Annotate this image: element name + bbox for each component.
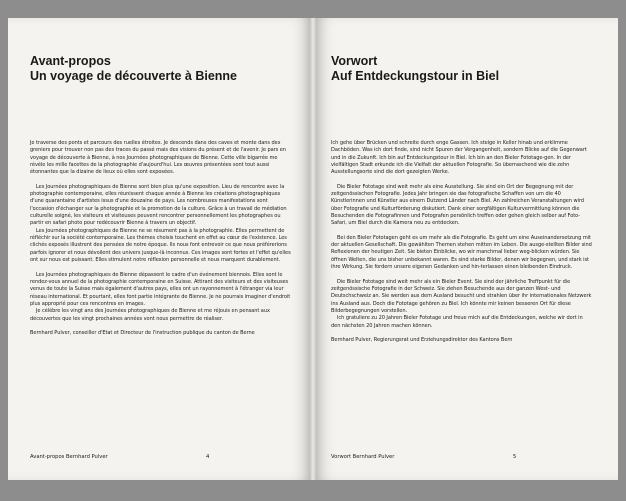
paragraph: Die Bieler Fototage sind weit mehr als ein Bieler Event. Sie sind der jährliche Treffpunkt für die zeitgenössische Fotografie in der Schweiz. Sie ziehen Besuchende aus der ganzen West- und Deutschschweiz an. Sie werden aus dem Ausland besucht und strahlen über ihr internationales Netzwerk ins Ausland aus. Doch die Fototage gehören zu Biel. Ich könnte mir keinen besseren Ort für diese Bilderbegegnungen vorstellen.	[331, 278, 592, 314]
signature: Bernhard Pulver, conseiller d'Etat et Directeur de l'instruction publique du canton de Berne	[30, 329, 255, 336]
paragraph: Bei den Bieler Fototagen geht es um mehr als die Fotografie. Es geht um eine Auseinandersetzung mit der aktuellen Gesellschaft. Die gewählten Themen stehen mitten im Leben. Die ausge-stellten Bilder sind Reflexionen der heutigen Zeit. Sie bieten Einblicke, wo wir manchmal lieber weg-blicken würden. Sie öffnen Welten, die uns bisher unbekannt waren. Es sind starke Bilder, denen wir begegnen, und stark ist ihre Wirkung. Sie fordern unsere eigenen Gedanken und hin-terlassen einen bleibenden Eindruck.	[331, 234, 592, 271]
body-text	[30, 140, 292, 337]
open-book	[8, 18, 618, 480]
paragraph: Die Bieler Fototage sind weit mehr als eine Ausstellung. Sie sind ein Ort der Begegnung mit der zeitgenössischen Fotografie. Jedes Jahr bringen sie das fotografische Schaffen von um die 40 Künstlerinnen und Künstler aus einem Dutzend Länder nach Biel. An zahlreichen Veranstaltungen wird über Fotografie und Kulturförderung diskutiert. Dank einer sorgfältigen Kulturvermittlung können die Besuchenden die Fotografinnen und Fotografen persönlich treffen oder gehen gleich selber auf Foto-Safari, um Biel durch die Kamera neu zu entdecken.	[331, 183, 584, 227]
page-number: 4	[206, 454, 210, 460]
title-line-1: Avant-propos	[30, 54, 111, 68]
page-title	[30, 54, 300, 84]
book-spine	[310, 18, 316, 480]
signature: Bernhard Pulver, Regierungsrat und Erziehungsdirektor des Kantons Bern	[331, 336, 513, 343]
page-number: 5	[513, 454, 517, 460]
paragraph: Les Journées photographiques de Bienne ne se résument pas à la photographie. Elles permettent de réfléchir sur la société contemporaine. Les thèmes choisis touchent en effet au cœur de l'existence. Les clichés exposés illustrent des pensées de notre époque. Ils nous font entrevoir ce que nous préférerions parfois ignorer et nous dévoilent des univers jusque-là inconnus. Ces images sont fortes et l'effet qu'elles ont sur nous est puissant. Elles stimulent notre réflexion personnelle et nous marquent durablement.	[30, 227, 291, 264]
right-page	[313, 18, 618, 480]
body-text	[331, 140, 593, 344]
paragraph: Les Journées photographiques de Bienne dépassent le cadre d'un événement biennois. Elles sont le rendez-vous annuel de la photographie contemporaine en Suisse. Attirant des visiteurs et des visiteuses venus de toute la Suisse mais également d'autres pays, elles ont un rayonnement à l'étranger via leur réseau international. Et pourtant, elles font partie intégrante de Bienne. Je ne pourrais imaginer d'endroit plus approprié pour ces rencontres en images.	[30, 271, 291, 307]
running-footer: Avant-propos Bernhard Pulver	[30, 454, 108, 460]
paragraph: Ich gehe über Brücken und schreite durch enge Gassen. Ich steige in Keller hinab und erklimme Dachböden. Was ich dort finde, sind nicht Spuren der Vergangenheit, sondern Blicke auf die Gegenwart und in die Zukunft. Ich bin auf Entdeckungstour in Biel. Ich bin an den Bieler Fototage-gen. In der vielfältigen Stadt erkunde ich die Vielfalt der aktuellen Fotografie. So überraschend wie die zehn Ausstellungsorte sind die dort gezeigten Werke.	[331, 140, 587, 176]
page-title	[331, 54, 601, 84]
paragraph: Les Journées photographiques de Bienne sont bien plus qu'une exposition. Lieu de rencontre avec la photographie contemporaine, elles réunissent chaque année à Bienne les créations photographiques d'une quarantaine d'artistes issus d'une douzaine de pays. Les nombreuses manifestations sont l'occasion d'échanger sur la photographie et la promotion de la culture. Grâce à un travail de médiation culturelle soigné, les visiteurs et visiteuses peuvent rencontrer personnellement les photographes ou partir en safari photo pour redécouvrir Bienne à travers un objectif.	[30, 183, 287, 227]
paragraph: Ich gratuliere zu 20 Jahren Bieler Fototage und freue mich auf die Entdeckungen, welche wir dort in den nächsten 20 Jahren machen können.	[331, 315, 583, 329]
running-footer: Vorwort Bernhard Pulver	[331, 454, 395, 460]
title-line-2: Un voyage de découverte à Bienne	[30, 69, 238, 83]
left-page	[8, 18, 313, 480]
title-line-1: Vorwort	[331, 54, 378, 68]
title-line-2: Auf Entdeckungstour in Biel	[331, 69, 500, 83]
paragraph: Je célèbre les vingt ans des Journées photographiques de Bienne et me réjouis en pensant aux découvertes que les vingt prochaines années vont nous permettre de réaliser.	[30, 308, 270, 322]
paragraph: Je traverse des ponts et parcours des ruelles étroites. Je descends dans des caves et monte dans des greniers pour trouver non pas des traces du passé mais des visions du présent et de l'avenir. Je pars en voyage de découverte à Bienne, à nos Journées photographiques de Bienne. Cette ville bigarrée me révèle les mille facettes de la photographie d'aujourd'hui. Les œuvres présentées sont tout aussi étonnantes que la dizaine de lieux où elles sont exposées.	[30, 140, 286, 176]
